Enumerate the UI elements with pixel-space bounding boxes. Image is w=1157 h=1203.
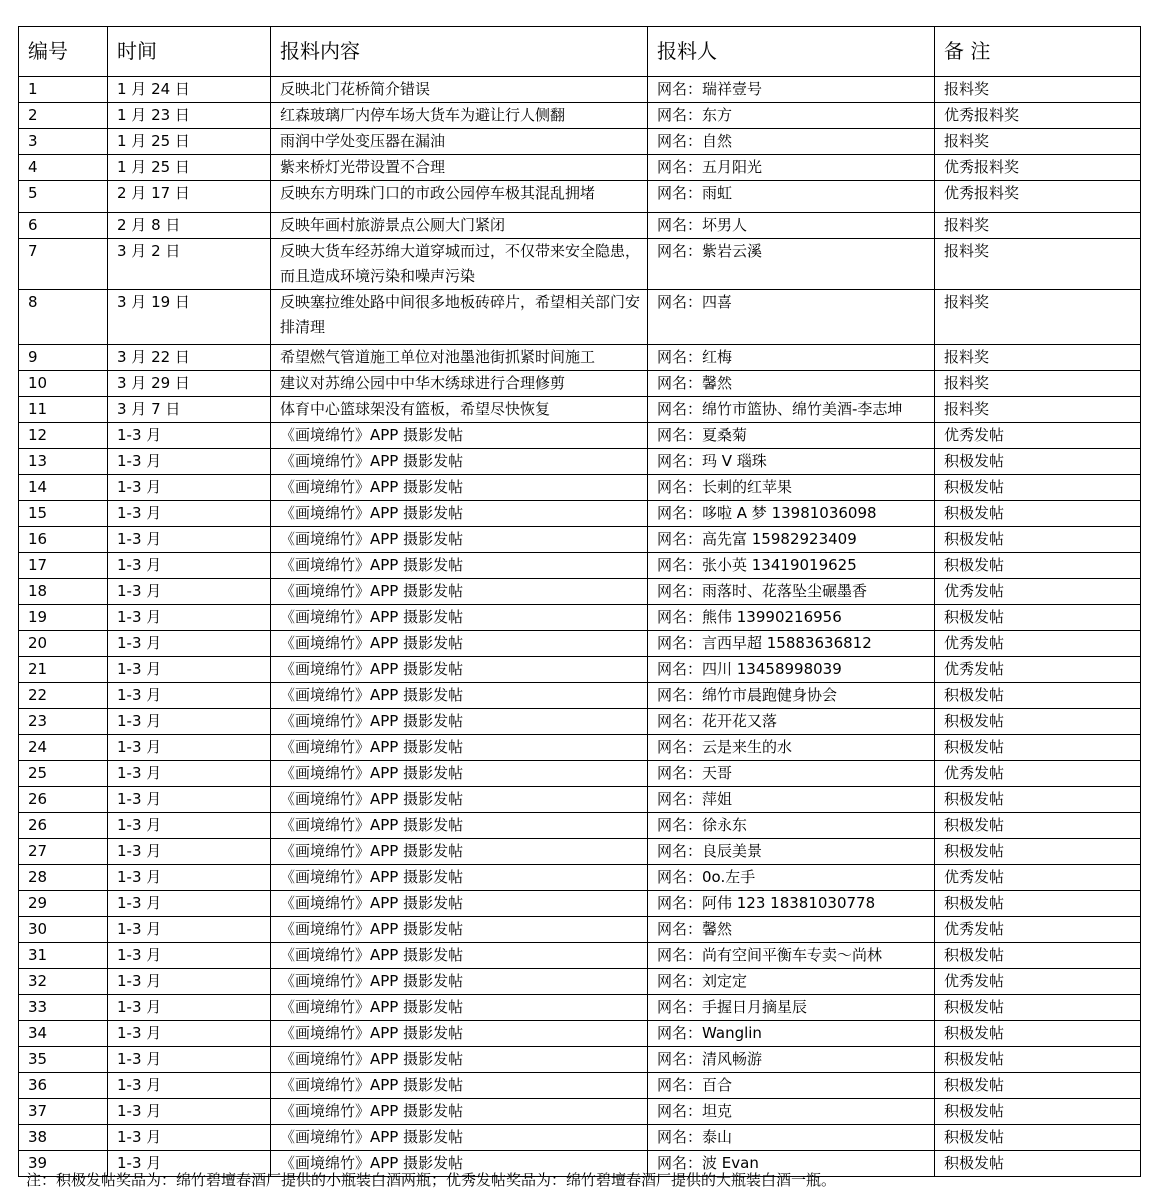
table-row [19,449,1141,475]
row-content: 《画境绵竹》APP 摄影发帖 [271,761,648,787]
row-time: 1-3 月 [108,579,271,605]
row-reporter: 网名：四喜 [648,290,935,345]
row-time: 1-3 月 [108,423,271,449]
table-row [19,1021,1141,1047]
row-number: 10 [19,371,108,397]
row-content: 《画境绵竹》APP 摄影发帖 [271,475,648,501]
table-row [19,579,1141,605]
table-row [19,423,1141,449]
row-reporter: 网名：雨虹 [648,181,935,213]
row-reporter: 网名：徐永东 [648,813,935,839]
row-time: 2 月 8 日 [108,213,271,239]
row-remark: 报料奖 [935,371,1141,397]
row-remark: 积极发帖 [935,1021,1141,1047]
row-time: 1-3 月 [108,1047,271,1073]
row-reporter: 网名：手握日月摘星辰 [648,995,935,1021]
row-time: 1-3 月 [108,891,271,917]
table-row [19,1099,1141,1125]
row-reporter: 网名：刘定定 [648,969,935,995]
row-remark: 积极发帖 [935,1099,1141,1125]
row-remark: 积极发帖 [935,1125,1141,1151]
row-remark: 报料奖 [935,239,1141,290]
row-time: 1-3 月 [108,1099,271,1125]
row-remark: 积极发帖 [935,1151,1141,1177]
row-content: 《画境绵竹》APP 摄影发帖 [271,1125,648,1151]
row-remark: 积极发帖 [935,1047,1141,1073]
table-row [19,917,1141,943]
row-reporter: 网名：花开花又落 [648,709,935,735]
row-reporter: 网名：天哥 [648,761,935,787]
row-reporter: 网名：馨然 [648,371,935,397]
row-number: 24 [19,735,108,761]
row-reporter: 网名：紫岩云溪 [648,239,935,290]
row-remark: 报料奖 [935,129,1141,155]
row-reporter: 网名：瑞祥壹号 [648,77,935,103]
row-number: 39 [19,1151,108,1177]
row-reporter: 网名：东方 [648,103,935,129]
row-remark: 积极发帖 [935,605,1141,631]
row-content: 《画境绵竹》APP 摄影发帖 [271,501,648,527]
row-time: 1-3 月 [108,553,271,579]
row-time: 1-3 月 [108,813,271,839]
row-number: 35 [19,1047,108,1073]
row-remark: 优秀发帖 [935,969,1141,995]
row-time: 1-3 月 [108,839,271,865]
table-row [19,709,1141,735]
row-content: 《画境绵竹》APP 摄影发帖 [271,891,648,917]
col-header-reporter: 报料人 [648,27,935,77]
row-number: 27 [19,839,108,865]
row-number: 14 [19,475,108,501]
row-reporter: 网名：Wanglin [648,1021,935,1047]
row-reporter: 网名：五月阳光 [648,155,935,181]
table-row [19,501,1141,527]
row-number: 32 [19,969,108,995]
table-row [19,77,1141,103]
row-reporter: 网名：馨然 [648,917,935,943]
row-number: 16 [19,527,108,553]
table-row [19,683,1141,709]
row-number: 34 [19,1021,108,1047]
row-time: 2 月 17 日 [108,181,271,213]
row-content: 紫来桥灯光带设置不合理 [271,155,648,181]
table-row [19,371,1141,397]
table-row [19,345,1141,371]
row-content: 红森玻璃厂内停车场大货车为避让行人侧翻 [271,103,648,129]
row-content: 《画境绵竹》APP 摄影发帖 [271,839,648,865]
row-remark: 积极发帖 [935,787,1141,813]
row-number: 5 [19,181,108,213]
row-reporter: 网名：玛 V 瑙珠 [648,449,935,475]
table-row [19,213,1141,239]
row-time: 1-3 月 [108,527,271,553]
row-number: 23 [19,709,108,735]
row-reporter: 网名：坦克 [648,1099,935,1125]
row-reporter: 网名：长刺的红苹果 [648,475,935,501]
table-row [19,155,1141,181]
row-remark: 积极发帖 [935,553,1141,579]
row-content: 《画境绵竹》APP 摄影发帖 [271,1047,648,1073]
col-header-content: 报料内容 [271,27,648,77]
row-time: 3 月 29 日 [108,371,271,397]
row-content: 《画境绵竹》APP 摄影发帖 [271,865,648,891]
row-number: 19 [19,605,108,631]
row-content: 《画境绵竹》APP 摄影发帖 [271,969,648,995]
row-remark: 积极发帖 [935,891,1141,917]
row-reporter: 网名：四川 13458998039 [648,657,935,683]
table-row [19,103,1141,129]
table-row [19,865,1141,891]
row-remark: 优秀发帖 [935,631,1141,657]
row-time: 1-3 月 [108,917,271,943]
table-row [19,813,1141,839]
row-remark: 积极发帖 [935,449,1141,475]
row-time: 1-3 月 [108,943,271,969]
row-number: 9 [19,345,108,371]
col-header-number: 编号 [19,27,108,77]
row-number: 18 [19,579,108,605]
row-content: 《画境绵竹》APP 摄影发帖 [271,605,648,631]
row-remark: 报料奖 [935,397,1141,423]
row-number: 12 [19,423,108,449]
table-row [19,995,1141,1021]
table-row [19,239,1141,290]
row-content: 雨润中学处变压器在漏油 [271,129,648,155]
row-time: 1 月 23 日 [108,103,271,129]
table-row [19,290,1141,345]
row-reporter: 网名：雨落时、花落坠尘碾墨香 [648,579,935,605]
row-time: 1-3 月 [108,865,271,891]
table-row [19,891,1141,917]
row-number: 13 [19,449,108,475]
row-time: 1-3 月 [108,1021,271,1047]
row-reporter: 网名：言西早超 15883636812 [648,631,935,657]
row-remark: 积极发帖 [935,501,1141,527]
row-reporter: 网名：清风畅游 [648,1047,935,1073]
row-content: 反映大货车经苏绵大道穿城而过，不仅带来安全隐患，而且造成环境污染和噪声污染 [271,239,648,290]
row-content: 《画境绵竹》APP 摄影发帖 [271,1073,648,1099]
row-reporter: 网名：0o.左手 [648,865,935,891]
row-reporter: 网名：夏桑菊 [648,423,935,449]
row-content: 《画境绵竹》APP 摄影发帖 [271,735,648,761]
row-content: 《画境绵竹》APP 摄影发帖 [271,527,648,553]
row-content: 反映年画村旅游景点公厕大门紧闭 [271,213,648,239]
row-remark: 报料奖 [935,345,1141,371]
row-content: 《画境绵竹》APP 摄影发帖 [271,787,648,813]
row-content: 希望燃气管道施工单位对池墨池街抓紧时间施工 [271,345,648,371]
row-time: 3 月 22 日 [108,345,271,371]
row-reporter: 网名：泰山 [648,1125,935,1151]
row-remark: 优秀发帖 [935,657,1141,683]
table-row [19,1047,1141,1073]
row-content: 《画境绵竹》APP 摄影发帖 [271,813,648,839]
header-row [19,27,1141,77]
row-remark: 积极发帖 [935,839,1141,865]
table-row [19,631,1141,657]
row-time: 1-3 月 [108,735,271,761]
row-remark: 积极发帖 [935,813,1141,839]
row-remark: 积极发帖 [935,735,1141,761]
row-content: 《画境绵竹》APP 摄影发帖 [271,943,648,969]
row-number: 15 [19,501,108,527]
row-number: 6 [19,213,108,239]
row-time: 1-3 月 [108,787,271,813]
row-remark: 优秀发帖 [935,579,1141,605]
row-time: 1-3 月 [108,501,271,527]
row-reporter: 网名：波 Evan [648,1151,935,1177]
row-remark: 积极发帖 [935,943,1141,969]
row-reporter: 网名：萍姐 [648,787,935,813]
row-reporter: 网名：高先富 15982923409 [648,527,935,553]
row-remark: 积极发帖 [935,683,1141,709]
table-row [19,943,1141,969]
row-time: 1-3 月 [108,1073,271,1099]
row-time: 1-3 月 [108,969,271,995]
row-remark: 积极发帖 [935,709,1141,735]
row-time: 1-3 月 [108,605,271,631]
row-number: 7 [19,239,108,290]
row-content: 建议对苏绵公园中中华木绣球进行合理修剪 [271,371,648,397]
row-time: 1 月 25 日 [108,155,271,181]
row-number: 38 [19,1125,108,1151]
row-remark: 报料奖 [935,213,1141,239]
row-content: 《画境绵竹》APP 摄影发帖 [271,1021,648,1047]
row-time: 1-3 月 [108,475,271,501]
table-body [19,77,1141,1177]
row-time: 1-3 月 [108,683,271,709]
table-row [19,605,1141,631]
row-number: 37 [19,1099,108,1125]
row-number: 21 [19,657,108,683]
row-time: 1-3 月 [108,1125,271,1151]
row-number: 25 [19,761,108,787]
row-remark: 优秀报料奖 [935,155,1141,181]
row-number: 26 [19,813,108,839]
row-time: 3 月 7 日 [108,397,271,423]
row-reporter: 网名：绵竹市晨跑健身协会 [648,683,935,709]
row-reporter: 网名：红梅 [648,345,935,371]
row-content: 《画境绵竹》APP 摄影发帖 [271,1151,648,1177]
row-time: 3 月 2 日 [108,239,271,290]
row-number: 30 [19,917,108,943]
row-number: 17 [19,553,108,579]
row-remark: 积极发帖 [935,1073,1141,1099]
row-content: 《画境绵竹》APP 摄影发帖 [271,579,648,605]
row-time: 1-3 月 [108,449,271,475]
table-row [19,969,1141,995]
row-time: 1-3 月 [108,709,271,735]
row-time: 1-3 月 [108,761,271,787]
table-row [19,475,1141,501]
row-reporter: 网名：阿伟 123 18381030778 [648,891,935,917]
table-row [19,735,1141,761]
row-number: 20 [19,631,108,657]
table-row [19,129,1141,155]
award-table [18,26,1141,1177]
row-remark: 优秀报料奖 [935,103,1141,129]
row-number: 22 [19,683,108,709]
row-time: 1-3 月 [108,631,271,657]
row-number: 26 [19,787,108,813]
row-number: 36 [19,1073,108,1099]
row-time: 1-3 月 [108,1151,271,1177]
table-row [19,839,1141,865]
row-reporter: 网名：坏男人 [648,213,935,239]
row-remark: 优秀发帖 [935,761,1141,787]
row-reporter: 网名：良辰美景 [648,839,935,865]
row-remark: 优秀发帖 [935,917,1141,943]
row-content: 体育中心篮球架没有篮板，希望尽快恢复 [271,397,648,423]
row-time: 3 月 19 日 [108,290,271,345]
row-content: 反映东方明珠门口的市政公园停车极其混乱拥堵 [271,181,648,213]
row-content: 《画境绵竹》APP 摄影发帖 [271,657,648,683]
row-reporter: 网名：张小英 13419019625 [648,553,935,579]
row-number: 11 [19,397,108,423]
row-remark: 优秀报料奖 [935,181,1141,213]
col-header-time: 时间 [108,27,271,77]
row-reporter: 网名：哆啦 A 梦 13981036098 [648,501,935,527]
row-time: 1-3 月 [108,995,271,1021]
row-time: 1 月 24 日 [108,77,271,103]
table-row [19,1125,1141,1151]
row-number: 29 [19,891,108,917]
table-row [19,397,1141,423]
table-row [19,527,1141,553]
row-remark: 报料奖 [935,77,1141,103]
row-number: 3 [19,129,108,155]
row-reporter: 网名：百合 [648,1073,935,1099]
row-number: 8 [19,290,108,345]
row-number: 1 [19,77,108,103]
row-remark: 优秀发帖 [935,865,1141,891]
row-content: 《画境绵竹》APP 摄影发帖 [271,709,648,735]
row-content: 《画境绵竹》APP 摄影发帖 [271,917,648,943]
row-content: 《画境绵竹》APP 摄影发帖 [271,449,648,475]
row-remark: 积极发帖 [935,995,1141,1021]
row-remark: 报料奖 [935,290,1141,345]
row-reporter: 网名：绵竹市篮协、绵竹美酒-李志坤 [648,397,935,423]
row-reporter: 网名：尚有空间平衡车专卖～尚林 [648,943,935,969]
table-row [19,761,1141,787]
row-content: 《画境绵竹》APP 摄影发帖 [271,995,648,1021]
row-content: 《画境绵竹》APP 摄影发帖 [271,631,648,657]
row-number: 31 [19,943,108,969]
row-remark: 积极发帖 [935,527,1141,553]
row-content: 《画境绵竹》APP 摄影发帖 [271,553,648,579]
col-header-remark: 备 注 [935,27,1141,77]
table-row [19,1073,1141,1099]
row-content: 反映北门花桥简介错误 [271,77,648,103]
row-remark: 优秀发帖 [935,423,1141,449]
row-number: 2 [19,103,108,129]
row-reporter: 网名：自然 [648,129,935,155]
table-row [19,657,1141,683]
row-time: 1-3 月 [108,657,271,683]
row-content: 《画境绵竹》APP 摄影发帖 [271,423,648,449]
table-row [19,553,1141,579]
table-row [19,181,1141,213]
row-reporter: 网名：熊伟 13990216956 [648,605,935,631]
row-reporter: 网名：云是来生的水 [648,735,935,761]
row-content: 《画境绵竹》APP 摄影发帖 [271,1099,648,1125]
footnote: 注：积极发帖奖品为：绵竹碧壇春酒厂提供的小瓶装白酒两瓶；优秀发帖奖品为：绵竹碧壇春酒厂提供的大瓶装白酒一瓶。 [26,1171,837,1189]
row-content: 反映塞拉维处路中间很多地板砖碎片，希望相关部门安排清理 [271,290,648,345]
row-number: 4 [19,155,108,181]
row-content: 《画境绵竹》APP 摄影发帖 [271,683,648,709]
row-time: 1 月 25 日 [108,129,271,155]
row-remark: 积极发帖 [935,475,1141,501]
table-row [19,787,1141,813]
row-number: 33 [19,995,108,1021]
row-number: 28 [19,865,108,891]
